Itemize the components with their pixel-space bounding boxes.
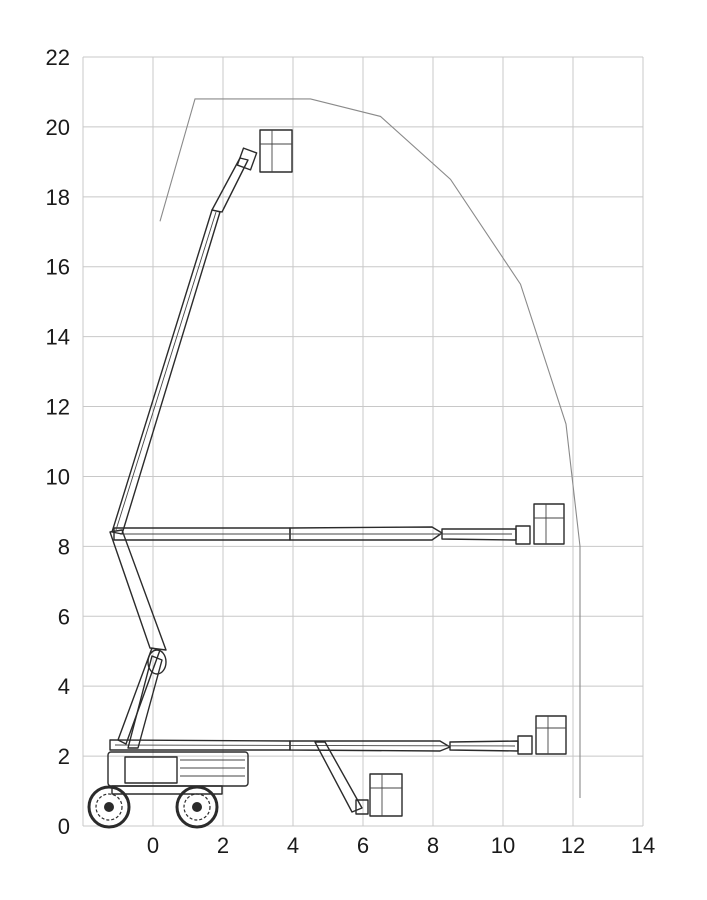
grid (83, 57, 643, 826)
y-tick-label: 16 (45, 254, 70, 280)
y-tick-label: 10 (45, 464, 70, 490)
wheel-front (89, 787, 129, 827)
y-axis-ticks (46, 45, 70, 839)
y-tick-label: 2 (57, 744, 70, 770)
chassis (108, 752, 248, 794)
x-tick-label: 10 (490, 833, 516, 858)
x-tick-label: 4 (286, 833, 300, 858)
boom-raised (112, 130, 292, 534)
wheel-rear (177, 787, 217, 827)
jib-down-arm (315, 742, 402, 816)
x-axis-ticks (147, 833, 655, 858)
boom-mid-horizontal (114, 504, 564, 544)
y-tick-label: 18 (45, 184, 70, 210)
y-tick-label: 4 (57, 674, 70, 700)
y-tick-label: 20 (45, 114, 70, 140)
y-tick-label: 0 (57, 814, 70, 839)
x-tick-label: 14 (630, 833, 656, 858)
x-tick-label: 8 (426, 833, 440, 858)
y-tick-label: 14 (45, 324, 70, 350)
y-tick-label: 6 (57, 604, 70, 630)
x-tick-label: 6 (356, 833, 370, 858)
y-tick-label: 22 (45, 45, 70, 70)
riser-arm (110, 530, 166, 748)
boom-lift-illustration (89, 130, 566, 827)
y-tick-label: 8 (57, 534, 70, 560)
y-tick-label: 12 (45, 394, 70, 420)
x-tick-label: 12 (560, 833, 586, 858)
boom-low-horizontal (110, 716, 566, 754)
x-tick-label: 0 (146, 833, 160, 858)
x-tick-label: 2 (216, 833, 230, 858)
